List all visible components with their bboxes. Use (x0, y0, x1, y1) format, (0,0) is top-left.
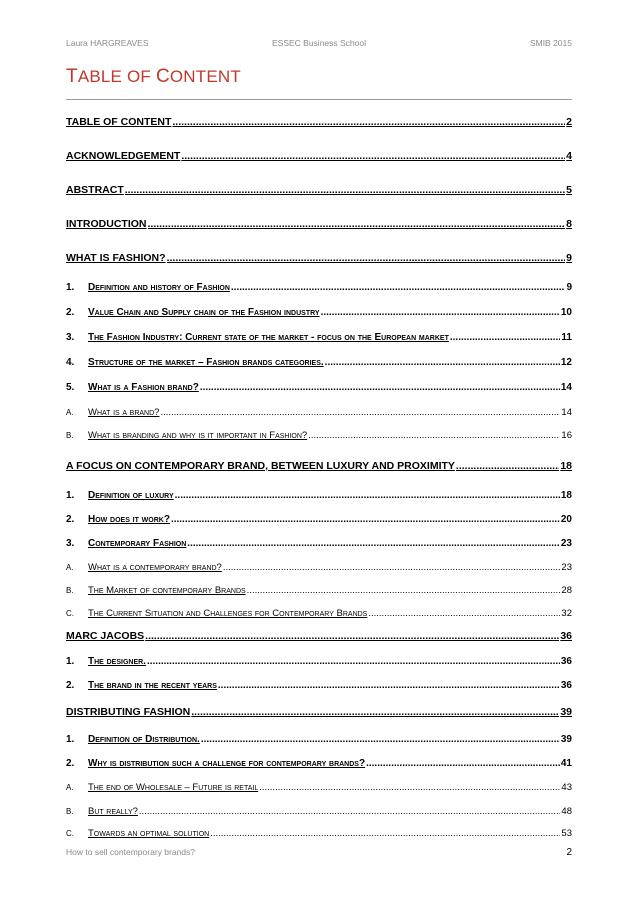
page-title (66, 66, 241, 88)
toc-entry-page: 43 (561, 782, 572, 793)
toc-entry-number: A. (66, 563, 74, 572)
toc-entry[interactable] (66, 282, 572, 293)
title-c-letter: C (155, 66, 170, 87)
toc-entry-text: The Market of contemporary Brands (88, 585, 246, 596)
toc-entry[interactable] (66, 430, 572, 441)
footer-page-number: 2 (566, 847, 572, 858)
toc-entry-text: What is branding and why is it important in Fashion? (88, 430, 308, 441)
toc-dot-leader (308, 430, 560, 441)
toc-entry-number: C. (66, 609, 74, 618)
toc-entry[interactable] (66, 734, 572, 745)
toc-entry-number: 2. (66, 514, 75, 525)
toc-entry-page: 39 (560, 734, 572, 745)
toc-entry[interactable] (66, 116, 572, 128)
toc-entry[interactable] (66, 514, 572, 525)
toc-entry-text: Towards an optimal solution (88, 828, 210, 839)
toc-entry-number: B. (66, 431, 74, 440)
toc-dot-leader (145, 630, 559, 642)
toc-dot-leader (231, 282, 566, 293)
toc-entry-page: 18 (560, 460, 572, 472)
toc-entry-text: The brand in the recent years (88, 680, 217, 691)
toc-dot-leader (187, 538, 560, 549)
toc-dot-leader (456, 460, 559, 472)
toc-entry-text: The end of Wholesale – Future is retail (88, 782, 259, 793)
toc-entry-text: What is a Fashion brand? (88, 382, 199, 393)
header-program: SMIB 2015 (529, 38, 572, 48)
toc-entry-number: A. (66, 408, 74, 417)
toc-entry-text: The designer. (88, 656, 146, 667)
toc-entry-page: 32 (561, 608, 572, 619)
page-header (66, 38, 572, 50)
toc-dot-leader (450, 332, 561, 343)
toc-entry[interactable] (66, 782, 572, 793)
page-footer (66, 847, 572, 857)
toc-entry-page: 12 (560, 357, 572, 368)
toc-dot-leader (325, 357, 560, 368)
toc-entry-text: TABLE OF CONTENT (66, 116, 172, 128)
toc-entry-page: 8 (566, 218, 572, 230)
toc-entry[interactable] (66, 608, 572, 619)
toc-entry-number: 4. (66, 357, 75, 368)
toc-entry-number: 5. (66, 382, 75, 393)
toc-entry[interactable] (66, 538, 572, 549)
toc-entry[interactable] (66, 252, 572, 264)
toc-entry-text: Definition and history of Fashion (88, 282, 230, 293)
toc-entry-number: B. (66, 586, 74, 595)
toc-entry-page: 36 (560, 656, 572, 667)
toc-entry-text: The Fashion Industry: Current state of the market - focus on the European market (88, 332, 449, 343)
toc-dot-leader (218, 680, 560, 691)
toc-entry[interactable] (66, 562, 572, 573)
toc-entry-text: Structure of the market – Fashion brands categories. (88, 357, 324, 368)
toc-entry-number: 1. (66, 282, 75, 293)
toc-entry-page: 18 (560, 490, 572, 501)
toc-entry-page: 36 (560, 680, 572, 691)
toc-entry-page: 4 (566, 150, 572, 162)
toc-dot-leader (160, 407, 560, 418)
toc-entry-number: A. (66, 783, 74, 792)
toc-entry-number: 2. (66, 680, 75, 691)
toc-entry-page: 23 (561, 562, 572, 573)
toc-entry-text: Definition of Distribution. (88, 734, 200, 745)
toc-entry-text: What is a brand? (88, 407, 160, 418)
toc-entry-number: 1. (66, 734, 75, 745)
toc-entry-number: B. (66, 807, 74, 816)
title-first-letter: T (66, 66, 78, 87)
toc-entry-text: Contemporary Fashion (88, 538, 187, 549)
toc-entry-number: C. (66, 829, 74, 838)
toc-dot-leader (321, 307, 560, 318)
toc-entry-text: But really? (88, 806, 138, 817)
toc-entry[interactable] (66, 828, 572, 839)
toc-entry-text: MARC JACOBS (66, 630, 145, 642)
toc-dot-leader (201, 734, 560, 745)
toc-dot-leader (247, 585, 561, 596)
toc-entry-number: 1. (66, 656, 75, 667)
toc-entry-page: 5 (566, 184, 572, 196)
toc-dot-leader (366, 758, 560, 769)
toc-entry-text: INTRODUCTION (66, 218, 147, 230)
toc-dot-leader (368, 608, 560, 619)
toc-entry-page: 10 (560, 307, 572, 318)
toc-entry[interactable] (66, 150, 572, 162)
toc-entry[interactable] (66, 218, 572, 230)
toc-entry[interactable] (66, 460, 572, 472)
toc-entry[interactable] (66, 332, 572, 343)
toc-entry-text: DISTRIBUTING FASHION (66, 706, 191, 718)
toc-entry-number: 3. (66, 332, 75, 343)
toc-entry[interactable] (66, 407, 572, 418)
toc-entry-page: 14 (561, 407, 572, 418)
toc-entry[interactable] (66, 680, 572, 691)
toc-dot-leader (210, 828, 560, 839)
toc-entry-page: 23 (560, 538, 572, 549)
toc-dot-leader (148, 218, 566, 230)
toc-entry-text: ACKNOWLEDGEMENT (66, 150, 181, 162)
toc-dot-leader (200, 382, 560, 393)
toc-dot-leader (191, 706, 559, 718)
toc-entry-text: The Current Situation and Challenges for Contemporary Brands (88, 608, 368, 619)
footer-subtitle: How to sell contemporary brands? (66, 847, 195, 857)
toc-entry-page: 11 (561, 332, 572, 343)
toc-entry-text: Why is distribution such a challenge for contemporary brands? (88, 758, 366, 769)
toc-entry-page: 14 (560, 382, 572, 393)
title-c-rest: ONTENT (169, 67, 241, 86)
toc-entry-page: 36 (560, 630, 572, 642)
toc-entry-page: 48 (561, 806, 572, 817)
title-divider (66, 99, 572, 100)
toc-entry-page: 39 (560, 706, 572, 718)
title-rest: ABLE OF (77, 67, 156, 86)
toc-entry-text: How does it work? (88, 514, 170, 525)
toc-dot-leader (147, 656, 560, 667)
toc-entry[interactable] (66, 656, 572, 667)
toc-entry-number: 2. (66, 307, 75, 318)
toc-entry[interactable] (66, 806, 572, 817)
toc-entry-text: What is a contemporary brand? (88, 562, 222, 573)
toc-entry-page: 2 (566, 116, 572, 128)
toc-entry-page: 16 (561, 430, 572, 441)
toc-dot-leader (223, 562, 561, 573)
toc-entry-page: 53 (561, 828, 572, 839)
toc-entry-text: ABSTRACT (66, 184, 124, 196)
toc-entry-number: 3. (66, 538, 75, 549)
toc-entry[interactable] (66, 490, 572, 501)
toc-entry-text: Definition of luxury (88, 490, 174, 501)
toc-entry-text: Value Chain and Supply chain of the Fashion industry (88, 307, 320, 318)
toc-dot-leader (259, 782, 560, 793)
toc-entry-page: 20 (560, 514, 572, 525)
toc-entry-page: 9 (566, 252, 572, 264)
toc-entry[interactable] (66, 585, 572, 596)
toc-entry[interactable] (66, 630, 572, 642)
header-school: ESSEC Business School (271, 38, 367, 48)
toc-entry-page: 9 (566, 282, 572, 293)
toc-dot-leader (139, 806, 561, 817)
toc-entry-number: 2. (66, 758, 75, 769)
toc-dot-leader (125, 184, 565, 196)
toc-dot-leader (175, 490, 560, 501)
header-author: Laura HARGREAVES (66, 38, 149, 48)
toc-entry-text: WHAT IS FASHION? (66, 252, 166, 264)
toc-entry-page: 41 (560, 758, 572, 769)
toc-dot-leader (167, 252, 566, 264)
toc-entry-text: A FOCUS ON CONTEMPORARY BRAND, BETWEEN LUXURY AND PROXIMITY (66, 460, 455, 472)
toc-dot-leader (181, 150, 565, 162)
toc-entry[interactable] (66, 357, 572, 368)
toc-entry-page: 28 (561, 585, 572, 596)
toc-entry[interactable] (66, 758, 572, 769)
toc-entry[interactable] (66, 706, 572, 718)
toc-entry[interactable] (66, 184, 572, 196)
toc-dot-leader (172, 116, 565, 128)
toc-entry[interactable] (66, 382, 572, 393)
toc-dot-leader (171, 514, 560, 525)
toc-entry[interactable] (66, 307, 572, 318)
toc-entry-number: 1. (66, 490, 75, 501)
